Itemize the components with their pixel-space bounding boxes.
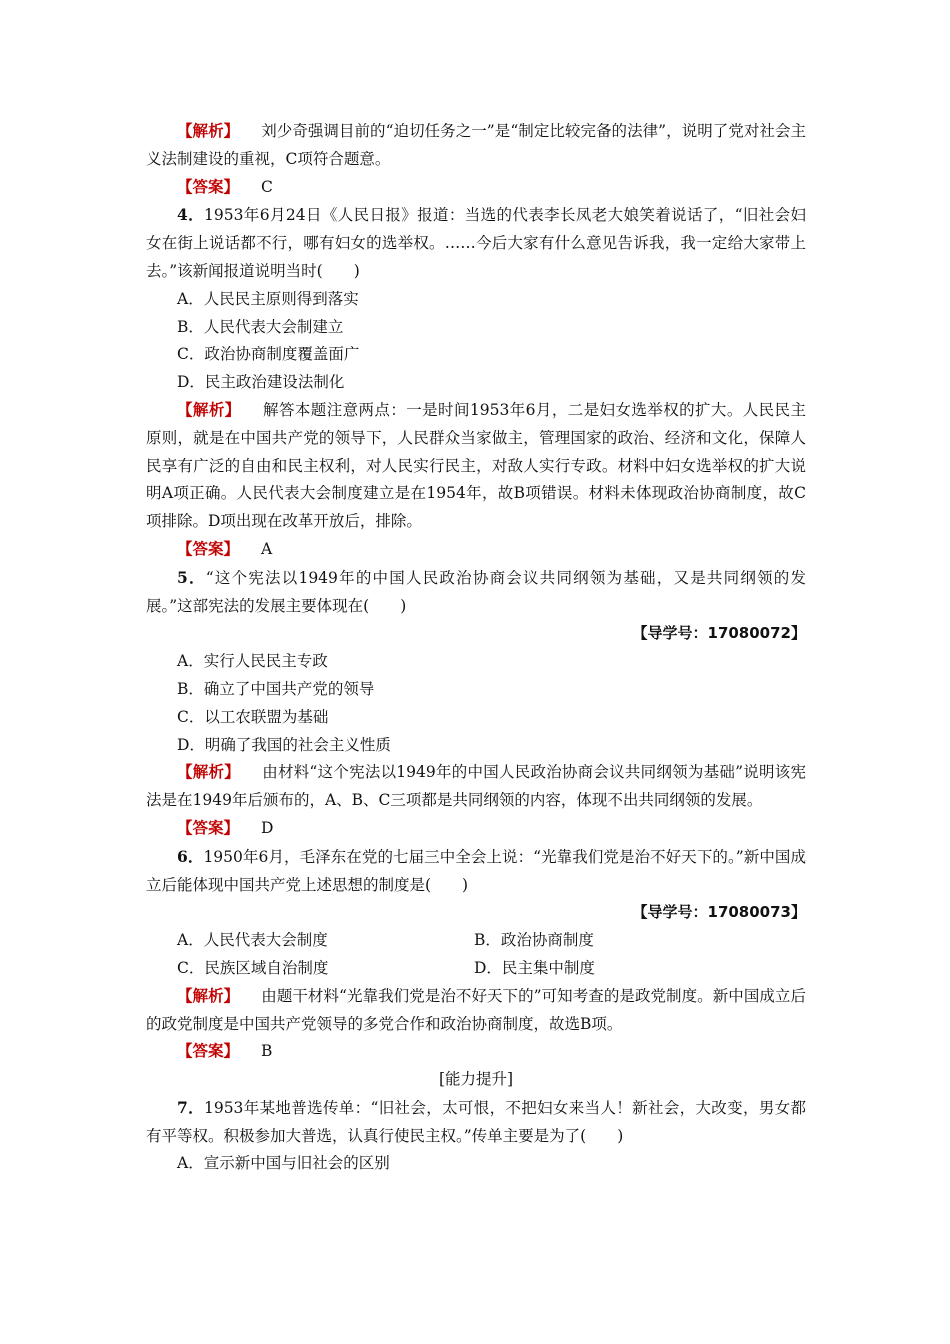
q7-option-a: A．宣示新中国与旧社会的区别 [177, 1154, 390, 1173]
analysis-tag: 【解析】 [177, 400, 241, 419]
question-number: 7． [177, 1097, 204, 1117]
answer-value: B [261, 1042, 273, 1061]
q4-option-c: C．政治协商制度覆盖面广 [177, 345, 360, 364]
q5-option-b: B．确立了中国共产党的领导 [177, 679, 375, 698]
q3-analysis [146, 118, 806, 174]
q6-analysis [146, 983, 806, 1039]
q6-stem [146, 843, 806, 900]
q5-option-a: A．实行人民民主专政 [177, 652, 328, 671]
answer-tag: 【答案】 [177, 1042, 240, 1061]
analysis-tag: 【解析】 [177, 986, 240, 1005]
q5-stem [146, 564, 806, 621]
q5-guide-number: 【导学号：17080072】 [632, 624, 806, 643]
q6-guide-number: 【导学号：17080073】 [632, 903, 806, 922]
question-number: 6． [177, 846, 204, 866]
q5-option-d: D．明确了我国的社会主义性质 [177, 735, 391, 754]
question-text: 1950年6月，毛泽东在党的七届三中全会上说：“光靠我们党是治不好天下的。”新中国成立后能体现中国共产党上述思想的制度是( ) [146, 847, 806, 894]
analysis-tag: 【解析】 [177, 122, 240, 140]
answer-tag: 【答案】 [177, 177, 240, 196]
q4-analysis [146, 397, 806, 536]
answer-tag: 【答案】 [177, 818, 240, 837]
q6-option-c: C．民族区域自治制度 [177, 958, 329, 977]
q5-analysis [146, 759, 806, 815]
q5-option-c: C．以工农联盟为基础 [177, 707, 329, 726]
q6-answer [146, 1038, 806, 1066]
analysis-text: 由材料“这个宪法以1949年的中国人民政治协商会议共同纲领为基础”说明该宪法是在1949年后颁布的，A、B、C三项都是共同纲领的内容，体现不出共同纲领的发展。 [146, 763, 806, 810]
q6-options-row-1 [146, 927, 806, 955]
q6-option-d: D．民主集中制度 [474, 958, 595, 977]
document-page [146, 118, 806, 1178]
answer-value: A [261, 539, 273, 558]
analysis-text: 由题干材料“光靠我们党是治不好天下的”可知考查的是政党制度。新中国成立后的政党制度是中国共产党领导的多党合作和政治协商制度，故选B项。 [146, 986, 806, 1033]
question-number: 4． [177, 205, 205, 225]
section-title: [能力提升] [438, 1070, 514, 1089]
q4-stem [146, 201, 806, 285]
q4-answer [146, 536, 806, 564]
q7-stem [146, 1094, 806, 1151]
analysis-text: 刘少奇强调目前的“迫切任务之一”是“制定比较完备的法律”，说明了党对社会主义法制建设的重视，C项符合题意。 [146, 122, 806, 168]
q4-option-b: B．人民代表大会制建立 [177, 317, 344, 336]
q6-options-row-2 [146, 955, 806, 983]
answer-value: D [261, 818, 274, 837]
question-text: 1953年6月24日《人民日报》报道：当选的代表李长凤老大娘笑着说话了，“旧社会妇女在街上说话都不行，哪有妇女的选举权。……今后大家有什么意见告诉我，我一定给大家带上去。”该新闻报道说明当时( ) [146, 206, 806, 280]
analysis-text: 解答本题注意两点：一是时间1953年6月，二是妇女选举权的扩大。人民民主原则，就是在中国共产党的领导下，人民群众当家做主，管理国家的政治、经济和文化，保障人民享有广泛的自由和民主权利，对人民实行民主，对敌人实行专政。材料中妇女选举权的扩大说明A项正确。人民代表大会制度建立是在1954年，故B项错误。材料未体现政治协商制度，故C项排除。D项出现在改革开放后，排除。 [146, 400, 806, 531]
q3-answer [146, 174, 806, 202]
q5-answer [146, 815, 806, 843]
question-text: 1953年某地普选传单：“旧社会，太可恨，不把妇女来当人！新社会，大改变，男女都有平等权。积极参加大普选，认真行使民主权。”传单主要是为了( ) [146, 1098, 806, 1145]
question-number: 5． [177, 567, 206, 587]
q4-option-a: A．人民民主原则得到落实 [177, 289, 359, 308]
answer-value: C [261, 177, 273, 196]
q6-option-a: A．人民代表大会制度 [177, 931, 328, 950]
question-text: “这个宪法以1949年的中国人民政治协商会议共同纲领为基础，又是共同纲领的发展。”这部宪法的发展主要体现在( ) [146, 568, 807, 615]
answer-tag: 【答案】 [177, 539, 240, 558]
analysis-tag: 【解析】 [177, 763, 240, 782]
q4-option-d: D．民主政治建设法制化 [177, 373, 345, 392]
q6-option-b: B．政治协商制度 [474, 931, 594, 950]
